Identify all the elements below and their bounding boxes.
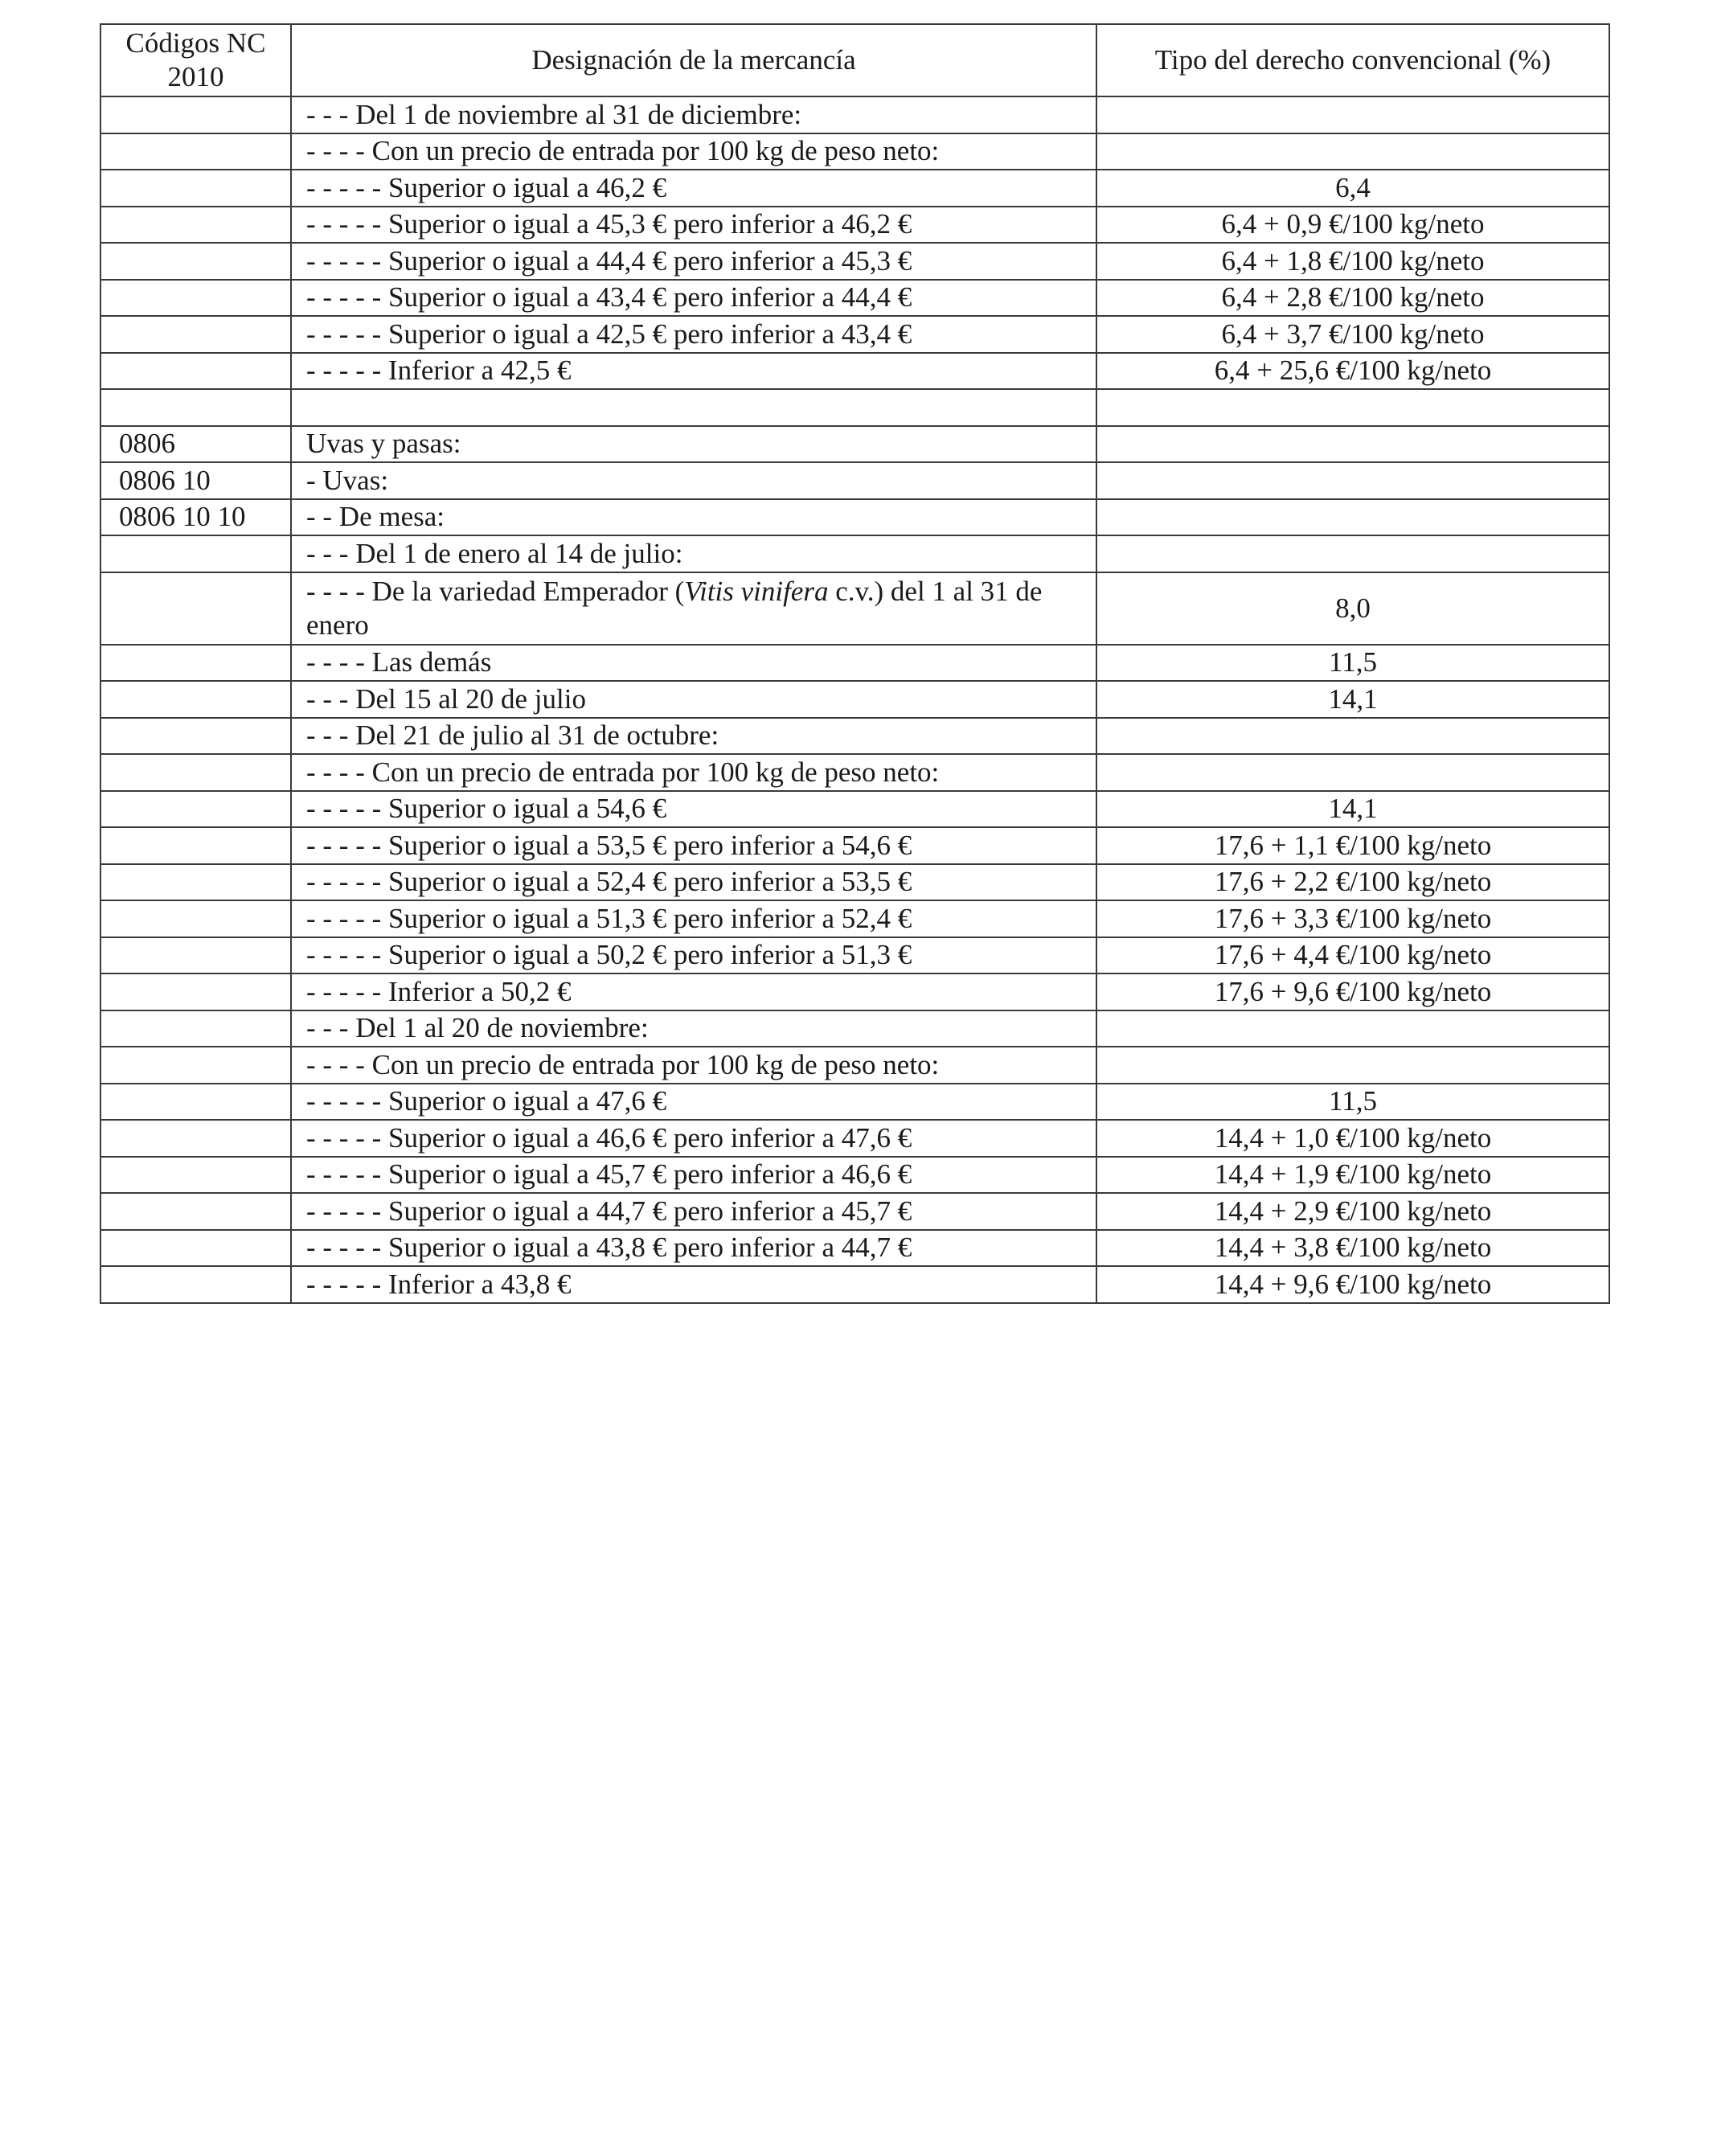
table-row [100, 791, 1609, 828]
table-row [100, 1084, 1609, 1121]
cell-rate: 11,5 [1096, 645, 1609, 682]
cell-code [100, 243, 291, 280]
table-row [100, 572, 1609, 645]
cell-code [100, 645, 291, 682]
cell-description: - - - Del 1 de enero al 14 de julio: [291, 535, 1096, 572]
table-row [100, 645, 1609, 682]
cell-code [100, 754, 291, 791]
cell-rate [1096, 1010, 1609, 1047]
table-row [100, 1230, 1609, 1267]
cell-description: - - - - - Superior o igual a 51,3 € pero inferior a 52,4 € [291, 900, 1096, 937]
table-row [100, 864, 1609, 901]
table-row [100, 754, 1609, 791]
table-row [100, 389, 1609, 426]
cell-code [100, 718, 291, 755]
cell-code [100, 207, 291, 244]
cell-description: - - - - - Superior o igual a 46,6 € pero inferior a 47,6 € [291, 1120, 1096, 1157]
cell-code [100, 280, 291, 317]
table-row [100, 280, 1609, 317]
cell-code [100, 1193, 291, 1230]
cell-description: Uvas y pasas: [291, 426, 1096, 463]
cell-code [100, 535, 291, 572]
cell-code [100, 353, 291, 390]
cell-rate: 17,6 + 1,1 €/100 kg/neto [1096, 827, 1609, 864]
cell-description: - - - - - Superior o igual a 50,2 € pero inferior a 51,3 € [291, 937, 1096, 974]
table-row [100, 133, 1609, 170]
table-row [100, 827, 1609, 864]
cell-description: - - - - - Superior o igual a 44,7 € pero inferior a 45,7 € [291, 1193, 1096, 1230]
cell-code [100, 1047, 291, 1084]
header-description: Designación de la mercancía [291, 24, 1096, 96]
cell-code [100, 937, 291, 974]
cell-code [100, 681, 291, 718]
cell-rate: 6,4 + 1,8 €/100 kg/neto [1096, 243, 1609, 280]
cell-rate: 14,4 + 1,0 €/100 kg/neto [1096, 1120, 1609, 1157]
table-row [100, 1193, 1609, 1230]
cell-description: - - - - Con un precio de entrada por 100 kg de peso neto: [291, 754, 1096, 791]
table-row [100, 170, 1609, 207]
cell-code [100, 1084, 291, 1121]
cell-code [100, 389, 291, 426]
table-row [100, 1010, 1609, 1047]
cell-description: - - - - - Superior o igual a 44,4 € pero inferior a 45,3 € [291, 243, 1096, 280]
cell-description: - - - - - Superior o igual a 52,4 € pero inferior a 53,5 € [291, 864, 1096, 901]
cell-description: - - - - - Inferior a 42,5 € [291, 353, 1096, 390]
cell-code [100, 864, 291, 901]
cell-code [100, 572, 291, 645]
cell-code: 0806 10 10 [100, 499, 291, 536]
table-row [100, 973, 1609, 1010]
cell-code [100, 900, 291, 937]
cell-rate [1096, 754, 1609, 791]
cell-rate: 17,6 + 3,3 €/100 kg/neto [1096, 900, 1609, 937]
description-text: c.v.) del 1 al 31 de enero [306, 575, 1043, 641]
cell-code: 0806 10 [100, 462, 291, 499]
cell-code [100, 973, 291, 1010]
table-row [100, 353, 1609, 390]
cell-rate [1096, 462, 1609, 499]
tariff-table [100, 23, 1610, 1304]
cell-code [100, 170, 291, 207]
cell-rate: 14,4 + 2,9 €/100 kg/neto [1096, 1193, 1609, 1230]
cell-rate [1096, 535, 1609, 572]
cell-description: - Uvas: [291, 462, 1096, 499]
cell-rate: 14,4 + 3,8 €/100 kg/neto [1096, 1230, 1609, 1267]
cell-rate: 6,4 [1096, 170, 1609, 207]
cell-rate [1096, 389, 1609, 426]
table-row [100, 535, 1609, 572]
cell-rate [1096, 133, 1609, 170]
table-row [100, 207, 1609, 244]
cell-rate [1096, 499, 1609, 536]
cell-description: - - - Del 21 de julio al 31 de octubre: [291, 718, 1096, 755]
cell-rate [1096, 96, 1609, 133]
cell-description [291, 572, 1096, 645]
header-codes [100, 24, 291, 96]
cell-description: - - - Del 1 de noviembre al 31 de diciembre: [291, 96, 1096, 133]
cell-description: - - - - - Inferior a 43,8 € [291, 1266, 1096, 1303]
cell-rate: 8,0 [1096, 572, 1609, 645]
cell-rate: 6,4 + 2,8 €/100 kg/neto [1096, 280, 1609, 317]
cell-code [100, 827, 291, 864]
table-row [100, 499, 1609, 536]
cell-rate: 14,4 + 9,6 €/100 kg/neto [1096, 1266, 1609, 1303]
cell-code [100, 1266, 291, 1303]
cell-rate: 6,4 + 3,7 €/100 kg/neto [1096, 316, 1609, 353]
cell-rate: 17,6 + 4,4 €/100 kg/neto [1096, 937, 1609, 974]
cell-rate: 6,4 + 25,6 €/100 kg/neto [1096, 353, 1609, 390]
table-row [100, 1266, 1609, 1303]
cell-description: - - - - - Superior o igual a 42,5 € pero inferior a 43,4 € [291, 316, 1096, 353]
table-row [100, 462, 1609, 499]
cell-description: - - - - Las demás [291, 645, 1096, 682]
cell-description: - - - - Con un precio de entrada por 100 kg de peso neto: [291, 1047, 1096, 1084]
cell-description: - - - Del 1 al 20 de noviembre: [291, 1010, 1096, 1047]
cell-description: - - - - - Superior o igual a 43,8 € pero inferior a 44,7 € [291, 1230, 1096, 1267]
table-row [100, 900, 1609, 937]
cell-code: 0806 [100, 426, 291, 463]
cell-rate [1096, 718, 1609, 755]
table-row [100, 1047, 1609, 1084]
cell-code [100, 1120, 291, 1157]
cell-description: - - - - - Inferior a 50,2 € [291, 973, 1096, 1010]
header-codes-line1: Códigos NC [125, 27, 266, 59]
cell-description: - - - - - Superior o igual a 43,4 € pero inferior a 44,4 € [291, 280, 1096, 317]
description-species-italic: Vitis vinifera [684, 575, 829, 607]
cell-code [100, 133, 291, 170]
cell-description: - - - Del 15 al 20 de julio [291, 681, 1096, 718]
cell-code [100, 1230, 291, 1267]
cell-rate: 11,5 [1096, 1084, 1609, 1121]
cell-code [100, 1010, 291, 1047]
cell-code [100, 1157, 291, 1194]
table-row [100, 937, 1609, 974]
table-row [100, 1157, 1609, 1194]
table-body [100, 96, 1609, 1303]
cell-description: - - - - - Superior o igual a 54,6 € [291, 791, 1096, 828]
cell-rate [1096, 426, 1609, 463]
cell-description: - - - - - Superior o igual a 45,3 € pero inferior a 46,2 € [291, 207, 1096, 244]
table-row [100, 681, 1609, 718]
cell-code [100, 791, 291, 828]
cell-description: - - - - - Superior o igual a 45,7 € pero inferior a 46,6 € [291, 1157, 1096, 1194]
table-row [100, 96, 1609, 133]
cell-rate: 17,6 + 9,6 €/100 kg/neto [1096, 973, 1609, 1010]
cell-rate: 14,1 [1096, 791, 1609, 828]
cell-description: - - De mesa: [291, 499, 1096, 536]
cell-rate: 17,6 + 2,2 €/100 kg/neto [1096, 864, 1609, 901]
description-text: - - - - De la variedad Emperador ( [306, 575, 685, 607]
table-row [100, 243, 1609, 280]
table-row [100, 718, 1609, 755]
cell-rate [1096, 1047, 1609, 1084]
table-row [100, 316, 1609, 353]
cell-rate: 14,1 [1096, 681, 1609, 718]
cell-description: - - - - Con un precio de entrada por 100 kg de peso neto: [291, 133, 1096, 170]
table-row [100, 426, 1609, 463]
table-row [100, 1120, 1609, 1157]
cell-description: - - - - - Superior o igual a 47,6 € [291, 1084, 1096, 1121]
cell-rate: 14,4 + 1,9 €/100 kg/neto [1096, 1157, 1609, 1194]
cell-rate: 6,4 + 0,9 €/100 kg/neto [1096, 207, 1609, 244]
cell-code [100, 96, 291, 133]
cell-description: - - - - - Superior o igual a 46,2 € [291, 170, 1096, 207]
header-row [100, 24, 1609, 96]
cell-description: - - - - - Superior o igual a 53,5 € pero inferior a 54,6 € [291, 827, 1096, 864]
cell-code [100, 316, 291, 353]
header-codes-line2: 2010 [167, 61, 224, 92]
cell-description [291, 389, 1096, 426]
header-rate: Tipo del derecho convencional (%) [1096, 24, 1609, 96]
